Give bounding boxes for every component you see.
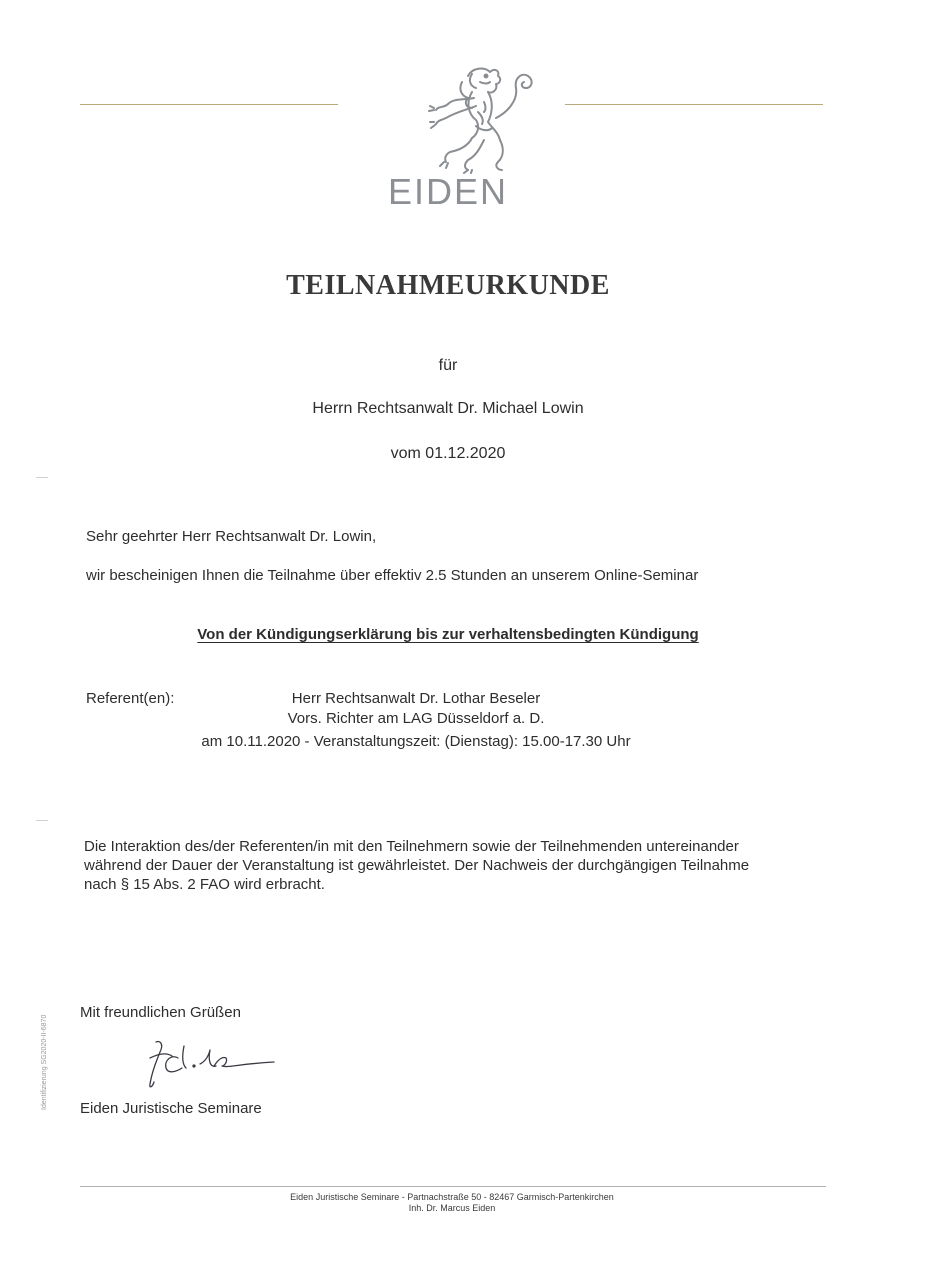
salutation: Sehr geehrter Herr Rechtsanwalt Dr. Lowin, xyxy=(86,528,377,545)
certificate-date: vom 01.12.2020 xyxy=(390,445,506,462)
sender-name: Eiden Juristische Seminare xyxy=(80,1100,262,1117)
closing-greeting: Mit freundlichen Grüßen xyxy=(80,1004,241,1021)
handwritten-signature xyxy=(138,1036,278,1090)
scan-mark xyxy=(36,820,48,821)
paragraph-line: Die Interaktion des/der Referenten/in mit den Teilnehmern sowie der Teilnehmenden untereinander xyxy=(84,838,739,855)
referent-title: Vors. Richter am LAG Düsseldorf a. D. xyxy=(287,710,545,727)
footer-address: Eiden Juristische Seminare - Partnachstraße 50 - 82467 Garmisch-Partenkirchen xyxy=(290,1192,614,1202)
footer-rule xyxy=(80,1186,826,1187)
recipient-name: Herrn Rechtsanwalt Dr. Michael Lowin xyxy=(312,400,584,417)
scan-mark xyxy=(36,477,48,478)
paragraph-line: während der Dauer der Veranstaltung ist gewährleistet. Der Nachweis der durchgängigen Teilnahme xyxy=(84,857,750,874)
side-identifier: Identifizierung SG2020-II-6870 xyxy=(41,1014,48,1110)
header-rule-left xyxy=(80,104,338,105)
document-title: TEILNAHMEURKUNDE xyxy=(286,270,610,301)
event-time: am 10.11.2020 - Veranstaltungszeit: (Dienstag): 15.00-17.30 Uhr xyxy=(201,733,631,750)
footer-owner: Inh. Dr. Marcus Eiden xyxy=(408,1203,496,1213)
header-rule-right xyxy=(565,104,823,105)
for-label: für xyxy=(438,357,458,374)
attestation-paragraph xyxy=(84,837,824,894)
paragraph-line: nach § 15 Abs. 2 FAO wird erbracht. xyxy=(84,876,325,893)
seminar-title: Von der Kündigungserklärung bis zur verhaltensbedingten Kündigung xyxy=(197,626,699,643)
logo-wordmark: EIDEN xyxy=(387,171,509,212)
referent-name: Herr Rechtsanwalt Dr. Lothar Beseler xyxy=(291,690,541,707)
intro-text: wir bescheinigen Ihnen die Teilnahme über effektiv 2.5 Stunden an unserem Online-Seminar xyxy=(86,567,699,584)
referent-label: Referent(en): xyxy=(86,690,175,707)
lion-rampant-icon xyxy=(428,62,538,174)
